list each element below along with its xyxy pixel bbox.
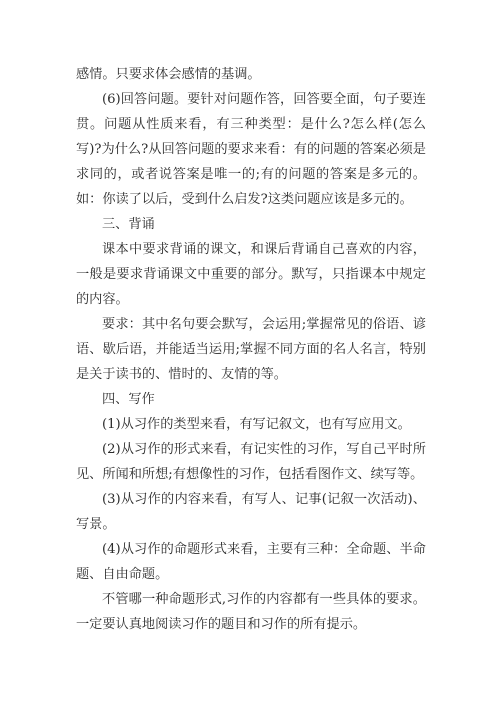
paragraph-continuation: 感情。只要求体会感情的基调。 bbox=[76, 67, 261, 82]
section-heading-writing: 四、写作 bbox=[102, 392, 155, 407]
document-body bbox=[76, 62, 426, 637]
paragraph-writing-type: (1)从习作的类型来看，有写记叙文，也有写应用文。 bbox=[102, 417, 411, 432]
paragraph-writing-form: (2)从习作的形式来看，有记实性的习作，写自己平时所见、所闻和所想;有想像性的习作，包括看图作文、续写等。 bbox=[76, 442, 426, 482]
paragraph-recitation-requirements: 要求：其中名句要会默写，会运用;掌握常见的俗语、谚语、歇后语，并能适当运用;掌握不同方面的名人名言，特别是关于读书的、惜时的、友情的等。 bbox=[76, 317, 426, 382]
paragraph-writing-requirements: 不管哪一种命题形式,习作的内容都有一些具体的要求。一定要认真地阅读习作的题目和习作的所有提示。 bbox=[76, 592, 426, 632]
paragraph-answer-questions: (6)回答问题。要针对问题作答，回答要全面，句子要连贯。问题从性质来看，有三种类型：是什么?怎么样(怎么写)?为什么?从回答问题的要求来看：有的问题的答案必须是求同的，或者说答案是唯一的;有的问题的答案是多元的。如：你读了以后，受到什么启发?这类问题应该是多元的。 bbox=[76, 92, 426, 207]
paragraph-writing-topic-form: (4)从习作的命题形式来看，主要有三种：全命题、半命题、自由命题。 bbox=[76, 542, 426, 582]
paragraph-recitation-scope: 课本中要求背诵的课文，和课后背诵自己喜欢的内容，一般是要求背诵课文中重要的部分。默写，只指课本中规定的内容。 bbox=[76, 242, 426, 307]
paragraph-writing-content: (3)从习作的内容来看，有写人、记事(记叙一次活动)、写景。 bbox=[76, 492, 426, 532]
section-heading-recitation: 三、背诵 bbox=[102, 217, 155, 232]
